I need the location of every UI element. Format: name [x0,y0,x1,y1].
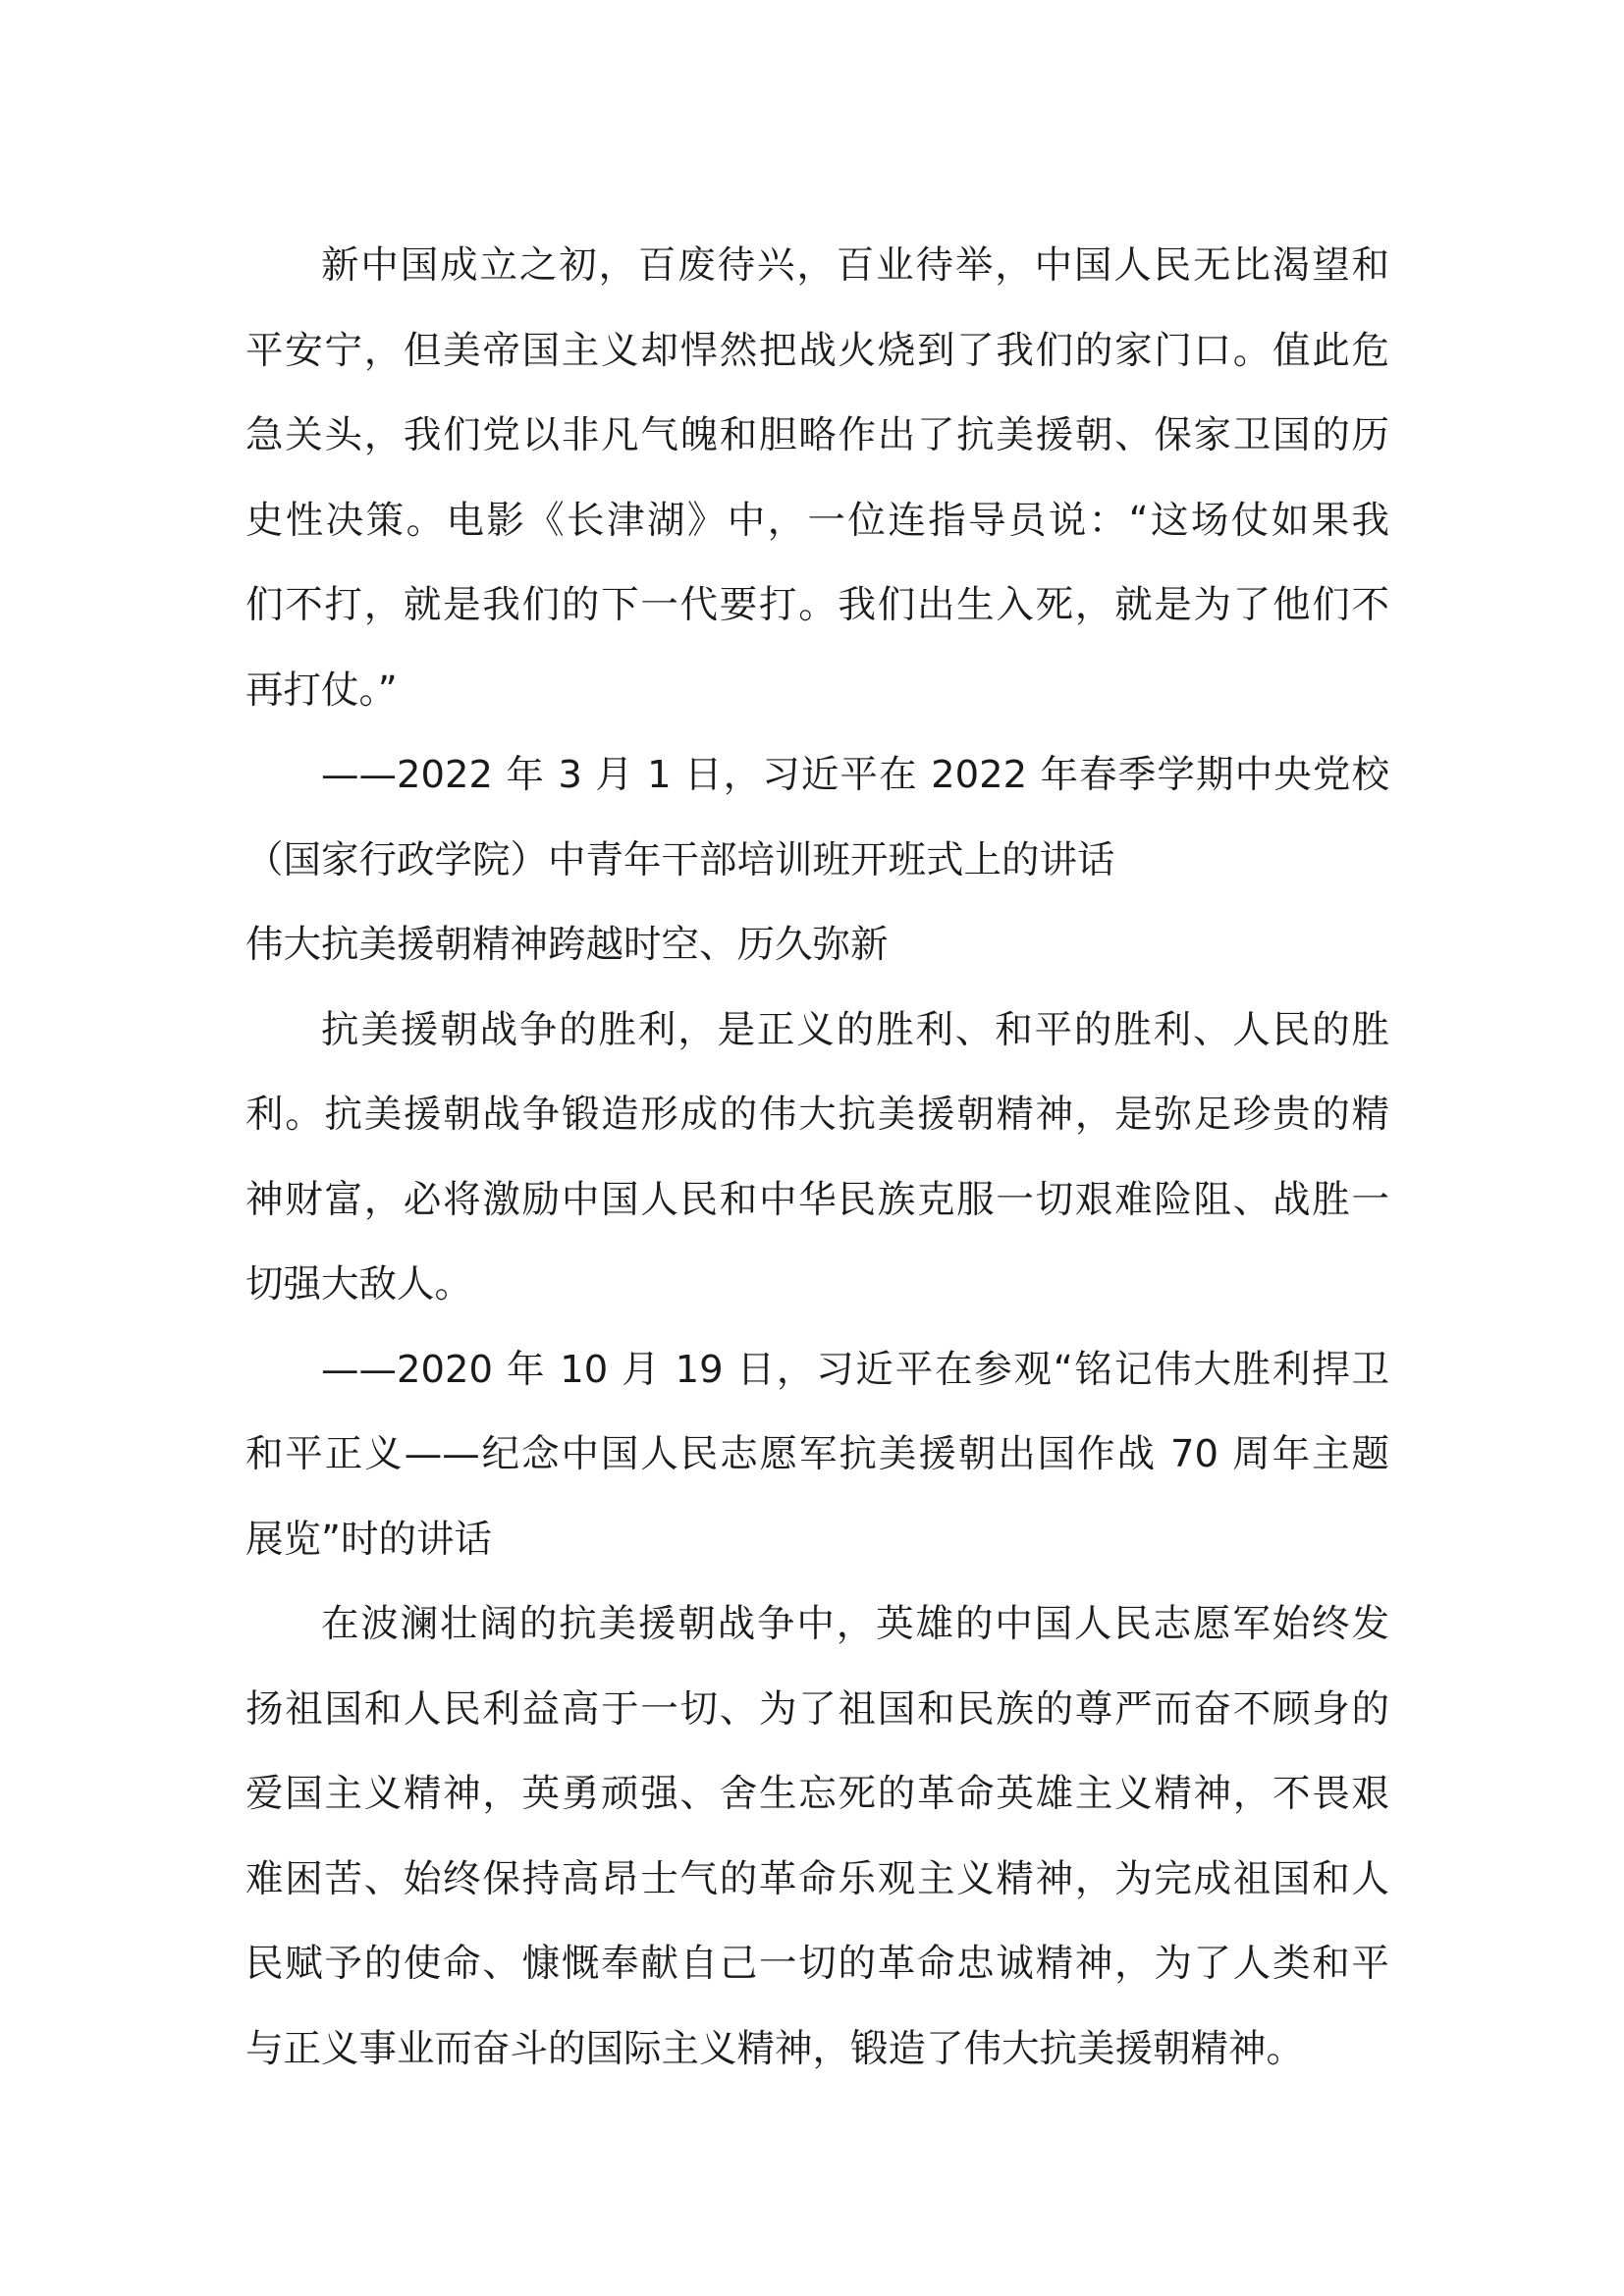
text-line: 再打仗。” [245,667,398,713]
paragraph-1 [245,224,1389,733]
text-line: ——2022 年 3 月 1 日，习近平在 2022 年春季学期中央党校 [321,753,1389,797]
citation-1 [245,733,1389,903]
text-line: 难困苦、始终保持高昂士气的革命乐观主义精神，为完成祖国和人 [245,1856,1389,1901]
text-line: 与正义事业而奋斗的国际主义精神，锻造了伟大抗美援朝精神。 [245,2026,1305,2071]
text-line: 和平正义——纪念中国人民志愿军抗美援朝出国作战 70 周年主题 [245,1432,1389,1476]
text-line: 利。抗美援朝战争锻造形成的伟大抗美援朝精神，是弥足珍贵的精 [245,1093,1389,1137]
text-line: 伟大抗美援朝精神跨越时空、历久弥新 [245,923,889,967]
text-line: ——2020 年 10 月 19 日，习近平在参观“铭记伟大胜利捍卫 [321,1347,1389,1392]
text-line: 切强大敌人。 [245,1262,473,1307]
paragraph-3 [245,1582,1389,2092]
text-line: 新中国成立之初，百废待兴，百业待举，中国人民无比渴望和 [321,243,1389,288]
text-line: 们不打，就是我们的下一代要打。我们出生入死，就是为了他们不 [245,583,1389,627]
text-line: 抗美援朝战争的胜利，是正义的胜利、和平的胜利、人民的胜 [321,1007,1389,1052]
document-page [245,224,1389,2092]
section-heading [245,903,1389,988]
text-line: 史性决策。电影《长津湖》中，一位连指导员说：“这场仗如果我 [245,498,1389,543]
text-line: 爱国主义精神，英勇顽强、舍生忘死的革命英雄主义精神，不畏艰 [245,1772,1389,1816]
text-line: 神财富，必将激励中国人民和中华民族克服一切艰难险阻、战胜一 [245,1177,1389,1222]
text-line: 在波澜壮阔的抗美援朝战争中，英雄的中国人民志愿军始终发 [321,1602,1389,1646]
paragraph-2 [245,988,1389,1328]
citation-2 [245,1328,1389,1583]
text-line: 平安宁，但美帝国主义却悍然把战火烧到了我们的家门口。值此危 [245,328,1389,373]
text-line: 展览”时的讲话 [245,1517,492,1562]
text-line: （国家行政学院）中青年干部培训班开班式上的讲话 [245,837,1115,882]
text-line: 扬祖国和人民利益高于一切、为了祖国和民族的尊严而奋不顾身的 [245,1686,1389,1732]
text-line: 民赋予的使命、慷慨奉献自己一切的革命忠诚精神，为了人类和平 [245,1942,1389,1986]
text-line: 急关头，我们党以非凡气魄和胆略作出了抗美援朝、保家卫国的历 [245,413,1389,457]
